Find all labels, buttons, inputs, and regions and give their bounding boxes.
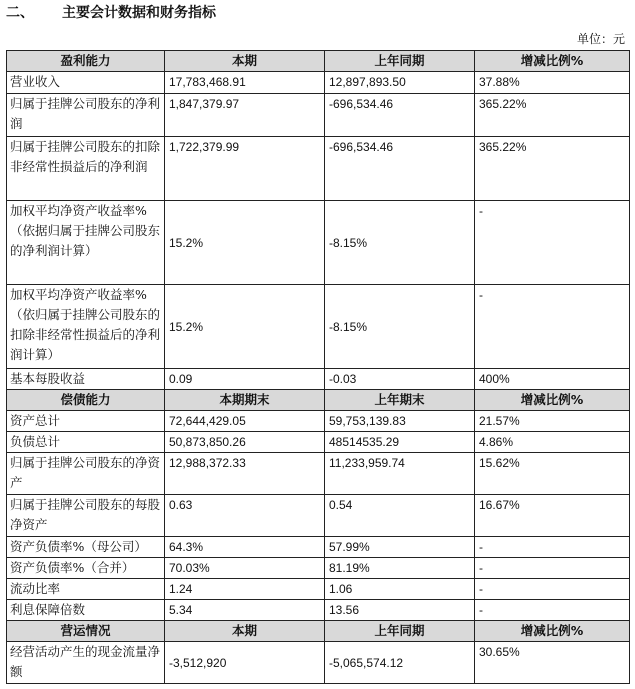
previous-value: 11,233,959.74 <box>325 453 475 495</box>
section-header-row <box>7 51 630 72</box>
previous-value: 1.06 <box>325 579 475 600</box>
table-row <box>7 537 630 558</box>
current-value: 12,988,372.33 <box>165 453 325 495</box>
previous-value: 81.19% <box>325 558 475 579</box>
change-percent: 365.22% <box>475 94 630 137</box>
current-value: 70.03% <box>165 558 325 579</box>
section-number: 二、 <box>6 5 34 21</box>
section-header-row <box>7 621 630 642</box>
current-value: 15.2% <box>165 201 325 285</box>
table-row <box>7 94 630 137</box>
header-category: 盈利能力 <box>7 51 165 72</box>
previous-value: -5,065,574.12 <box>325 642 475 684</box>
metric-label: 归属于挂牌公司股东的每股净资产 <box>7 495 165 537</box>
change-percent: - <box>475 600 630 621</box>
change-percent: - <box>475 201 630 285</box>
header-change: 增减比例% <box>475 390 630 411</box>
metric-label: 加权平均净资产收益率%（依据归属于挂牌公司股东的净利润计算） <box>7 201 165 285</box>
change-percent: - <box>475 537 630 558</box>
header-previous: 上年同期 <box>325 51 475 72</box>
current-value: 5.34 <box>165 600 325 621</box>
current-value: 15.2% <box>165 285 325 369</box>
table-row <box>7 600 630 621</box>
metric-label: 利息保障倍数 <box>7 600 165 621</box>
table-row <box>7 453 630 495</box>
current-value: 64.3% <box>165 537 325 558</box>
previous-value: 0.54 <box>325 495 475 537</box>
header-category: 营运情况 <box>7 621 165 642</box>
metric-label: 营业收入 <box>7 72 165 94</box>
table-row <box>7 285 630 369</box>
previous-value: -696,534.46 <box>325 137 475 201</box>
header-current: 本期 <box>165 621 325 642</box>
current-value: 0.63 <box>165 495 325 537</box>
header-change: 增减比例% <box>475 51 630 72</box>
metric-label: 归属于挂牌公司股东的净资产 <box>7 453 165 495</box>
previous-value: -696,534.46 <box>325 94 475 137</box>
metric-label: 流动比率 <box>7 579 165 600</box>
current-value: 17,783,468.91 <box>165 72 325 94</box>
change-percent: 4.86% <box>475 432 630 453</box>
table-row <box>7 369 630 390</box>
change-percent: 400% <box>475 369 630 390</box>
header-previous: 上年期末 <box>325 390 475 411</box>
previous-value: 59,753,139.83 <box>325 411 475 432</box>
metric-label: 加权平均净资产收益率%（依归属于挂牌公司股东的扣除非经常性损益后的净利润计算） <box>7 285 165 369</box>
previous-value: -8.15% <box>325 201 475 285</box>
current-value: 50,873,850.26 <box>165 432 325 453</box>
previous-value: 12,897,893.50 <box>325 72 475 94</box>
header-change: 增减比例% <box>475 621 630 642</box>
metric-label: 资产负债率%（合并） <box>7 558 165 579</box>
current-value: 72,644,429.05 <box>165 411 325 432</box>
change-percent: 15.62% <box>475 453 630 495</box>
current-value: -3,512,920 <box>165 642 325 684</box>
change-percent: 30.65% <box>475 642 630 684</box>
metric-label: 归属于挂牌公司股东的扣除非经常性损益后的净利润 <box>7 137 165 201</box>
section-header-row <box>7 390 630 411</box>
table-row <box>7 558 630 579</box>
table-row <box>7 72 630 94</box>
metric-label: 资产总计 <box>7 411 165 432</box>
metric-label: 负债总计 <box>7 432 165 453</box>
change-percent: - <box>475 285 630 369</box>
current-value: 1,722,379.99 <box>165 137 325 201</box>
previous-value: -0.03 <box>325 369 475 390</box>
table-row <box>7 432 630 453</box>
metric-label: 基本每股收益 <box>7 369 165 390</box>
table-row <box>7 642 630 684</box>
change-percent: 37.88% <box>475 72 630 94</box>
section-title: 主要会计数据和财务指标 <box>62 5 216 21</box>
previous-value: 48514535.29 <box>325 432 475 453</box>
table-row <box>7 495 630 537</box>
financial-indicators-table <box>6 50 630 684</box>
section-heading <box>6 2 216 24</box>
table-row <box>7 411 630 432</box>
metric-label: 归属于挂牌公司股东的净利润 <box>7 94 165 137</box>
previous-value: -8.15% <box>325 285 475 369</box>
table-row <box>7 579 630 600</box>
header-current: 本期 <box>165 51 325 72</box>
metric-label: 资产负债率%（母公司） <box>7 537 165 558</box>
current-value: 0.09 <box>165 369 325 390</box>
header-current: 本期期末 <box>165 390 325 411</box>
change-percent: 365.22% <box>475 137 630 201</box>
table-row <box>7 137 630 201</box>
change-percent: - <box>475 579 630 600</box>
change-percent: 21.57% <box>475 411 630 432</box>
change-percent: - <box>475 558 630 579</box>
header-category: 偿债能力 <box>7 390 165 411</box>
table-row <box>7 201 630 285</box>
current-value: 1,847,379.97 <box>165 94 325 137</box>
current-value: 1.24 <box>165 579 325 600</box>
currency-unit: 单位：元 <box>576 32 625 46</box>
change-percent: 16.67% <box>475 495 630 537</box>
header-previous: 上年同期 <box>325 621 475 642</box>
previous-value: 57.99% <box>325 537 475 558</box>
previous-value: 13.56 <box>325 600 475 621</box>
metric-label: 经营活动产生的现金流量净额 <box>7 642 165 684</box>
